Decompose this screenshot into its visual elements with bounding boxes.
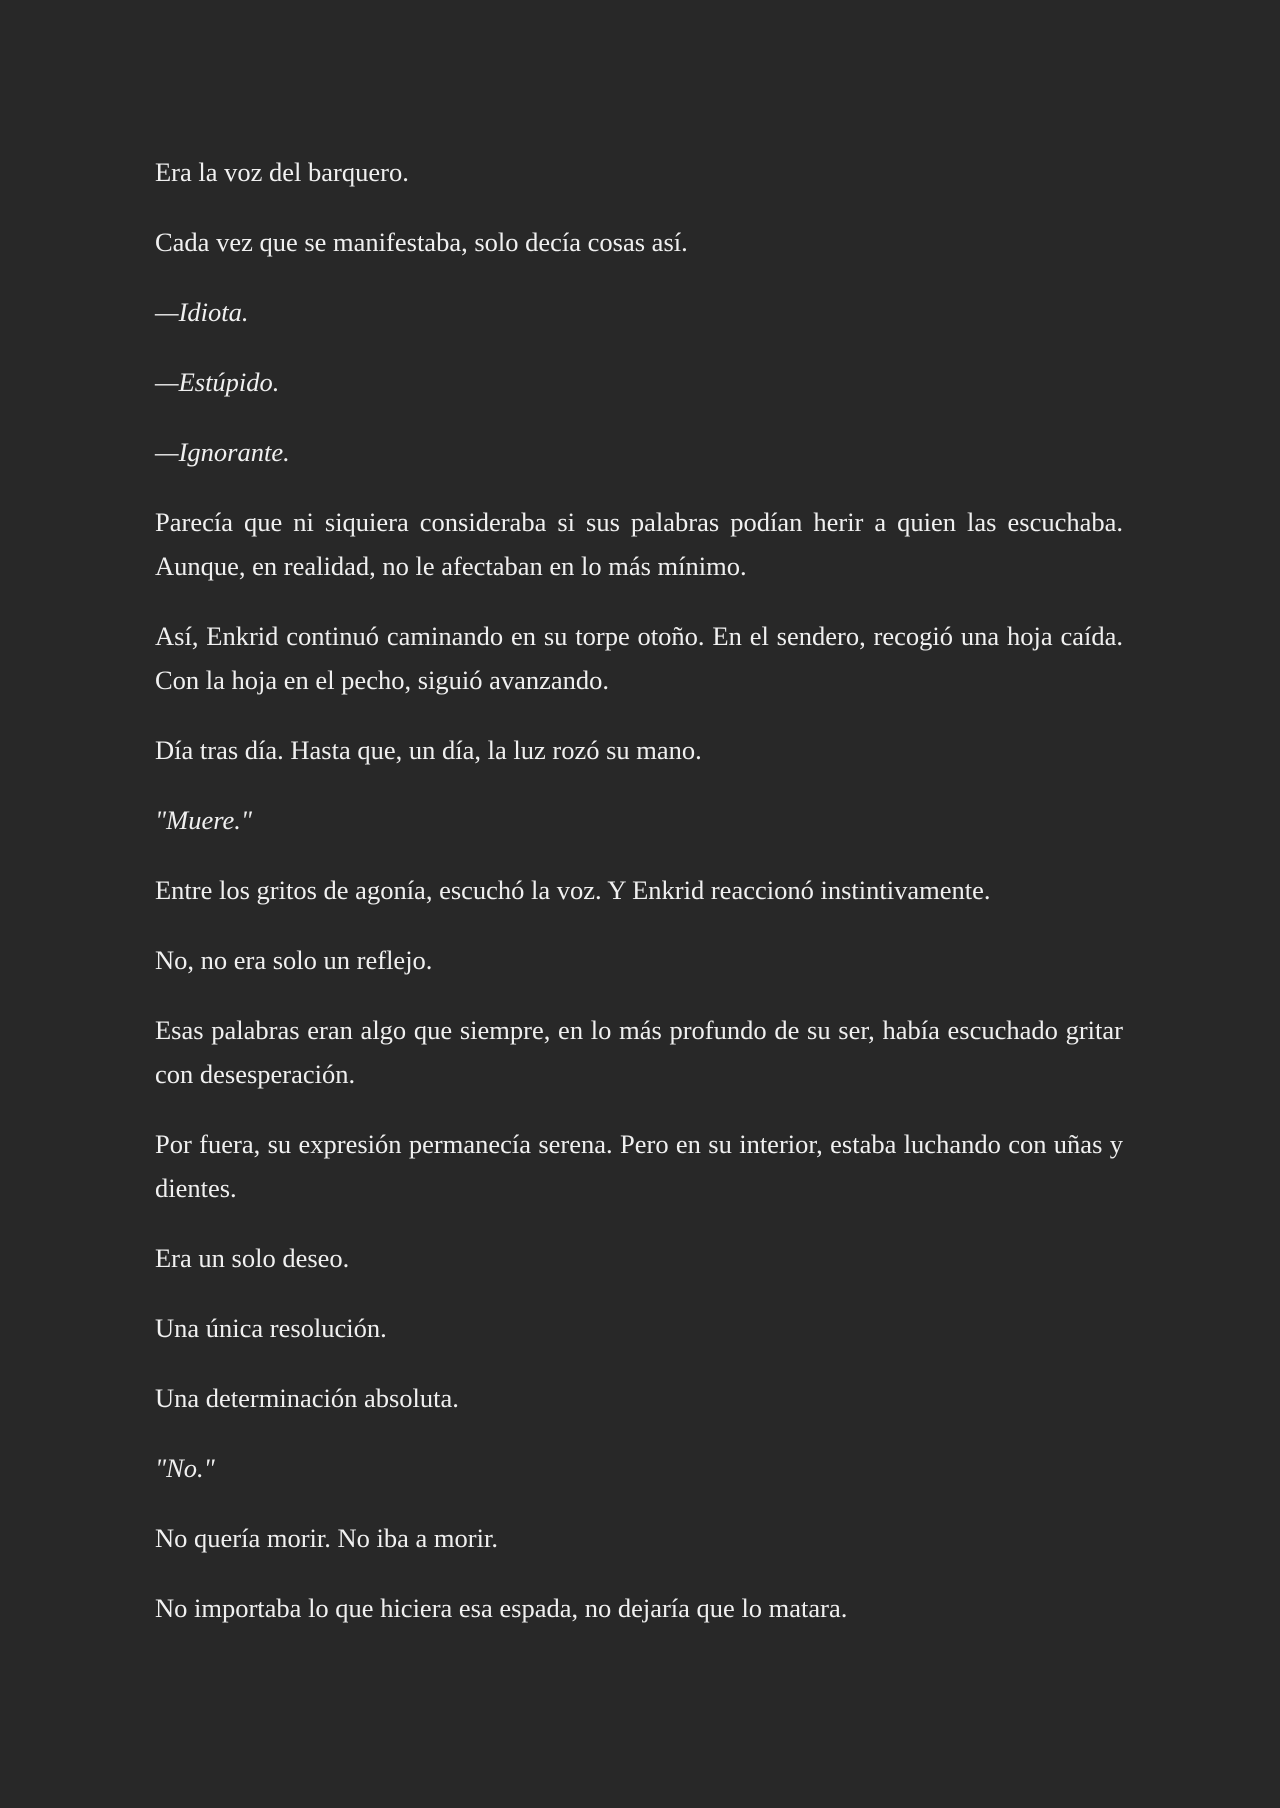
paragraph: Día tras día. Hasta que, un día, la luz rozó su mano. [155, 735, 702, 765]
paragraph-italic: "No." [155, 1453, 215, 1483]
paragraph: Entre los gritos de agonía, escuchó la voz. Y Enkrid reaccionó instintivamente. [155, 875, 991, 905]
paragraph: Parecía que ni siquiera consideraba si sus palabras podían herir a quien las escuchaba. Aunque, en realidad, no le afectaban en lo más mínimo. [155, 507, 1123, 581]
chapter-text [155, 150, 1123, 1656]
paragraph: Una única resolución. [155, 1313, 387, 1343]
paragraph: Cada vez que se manifestaba, solo decía cosas así. [155, 227, 688, 257]
paragraph: No importaba lo que hiciera esa espada, no dejaría que lo matara. [155, 1593, 848, 1623]
paragraph-italic: "Muere." [155, 805, 253, 835]
paragraph: Esas palabras eran algo que siempre, en lo más profundo de su ser, había escuchado gritar con desesperación. [155, 1015, 1123, 1089]
paragraph-italic: —Idiota. [155, 297, 249, 327]
paragraph: No, no era solo un reflejo. [155, 945, 433, 975]
paragraph: Una determinación absoluta. [155, 1383, 459, 1413]
paragraph: No quería morir. No iba a morir. [155, 1523, 498, 1553]
paragraph-italic: —Ignorante. [155, 437, 290, 467]
paragraph-italic: —Estúpido. [155, 367, 280, 397]
paragraph: Por fuera, su expresión permanecía serena. Pero en su interior, estaba luchando con uñas y dientes. [155, 1129, 1123, 1203]
paragraph: Era la voz del barquero. [155, 157, 409, 187]
paragraph: Así, Enkrid continuó caminando en su torpe otoño. En el sendero, recogió una hoja caída. Con la hoja en el pecho, siguió avanzando. [155, 621, 1123, 695]
paragraph: Era un solo deseo. [155, 1243, 350, 1273]
